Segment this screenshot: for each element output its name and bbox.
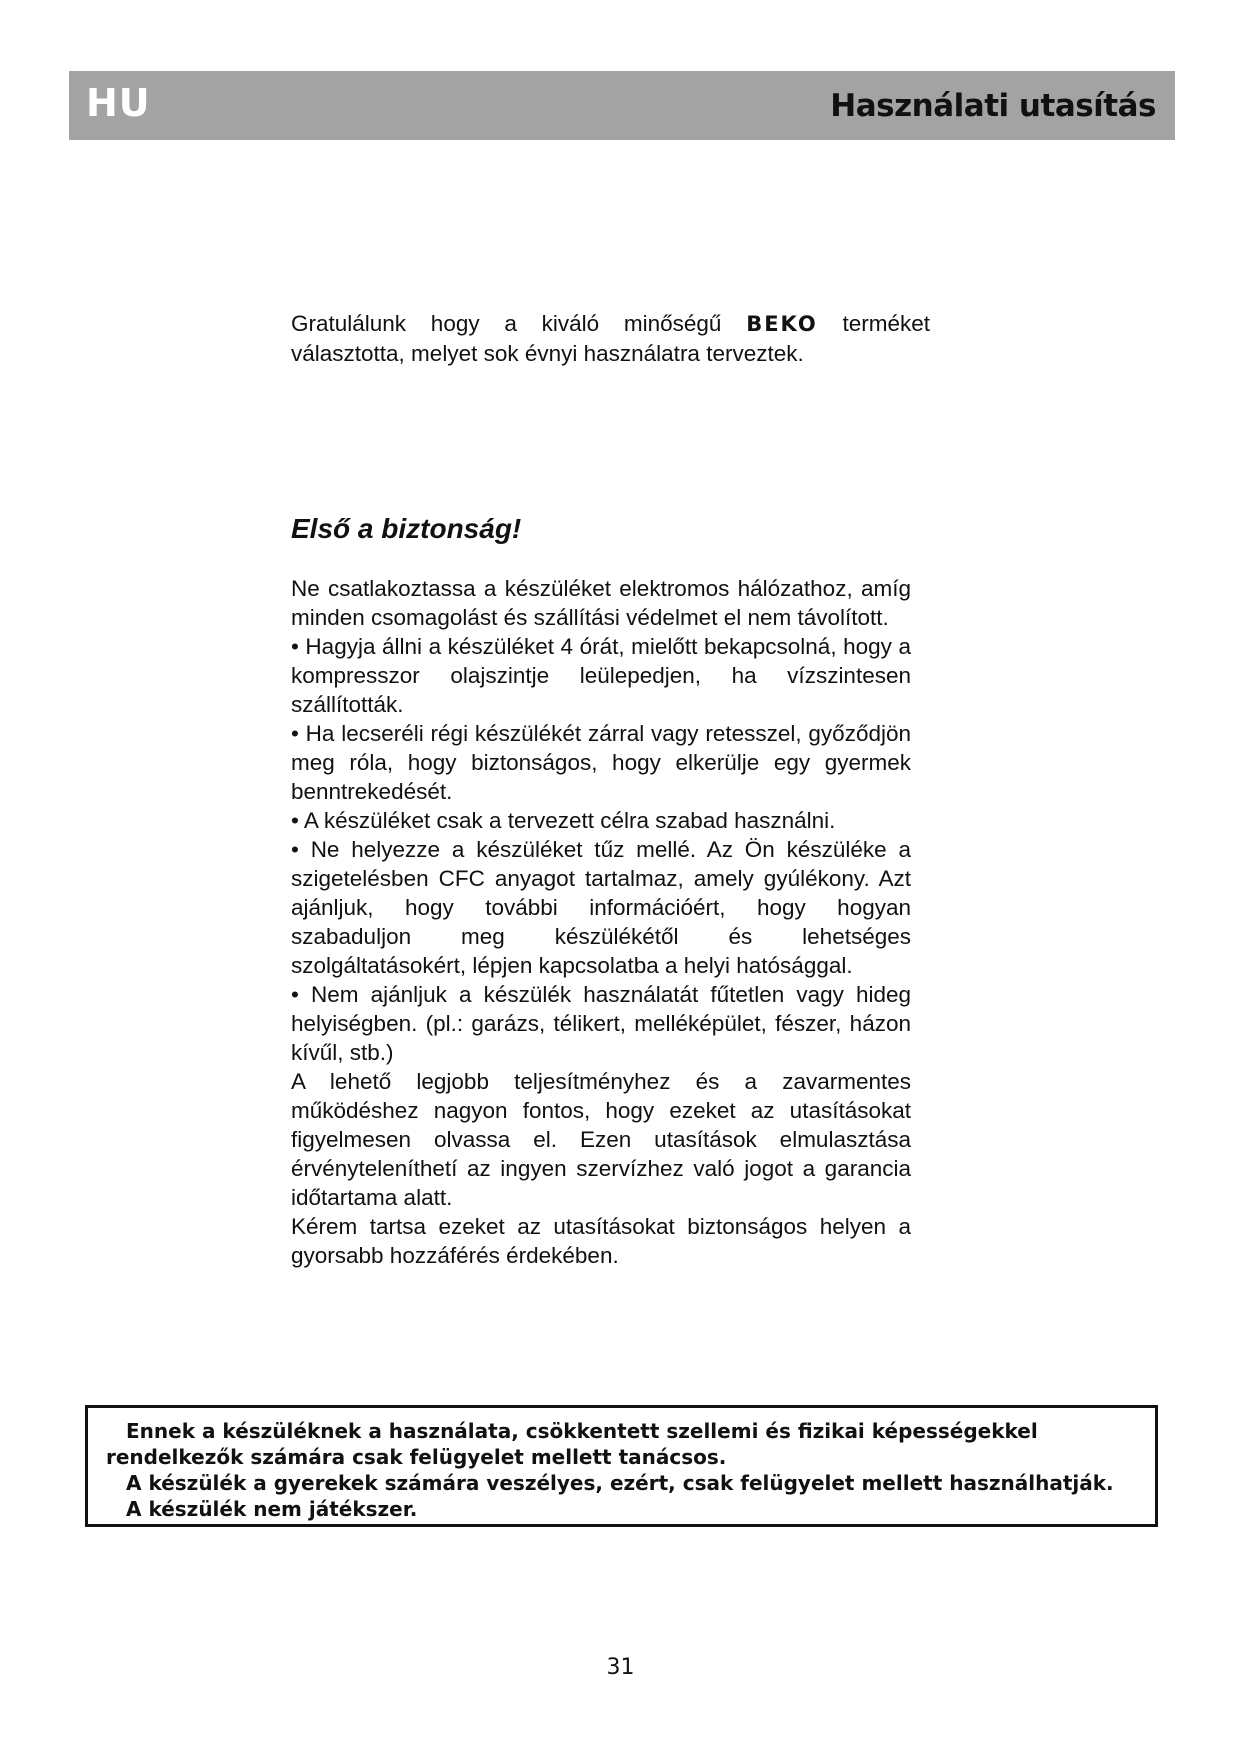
- warning-line: Ennek a készüléknek a használata, csökkentett szellemi és fizikai képességekkel rendelkezők számára csak felügyelet mellett tanácsos.: [106, 1419, 1038, 1469]
- safety-paragraph: A lehető legjobb teljesítményhez és a zavarmentes működéshez nagyon fontos, hogy ezeket az utasításokat figyelmesen olvassa el. Ezen utasítások elmulasztása érvényteleníthetí az ingyen szervízhez való jogot a garancia időtartama alatt.: [291, 1069, 911, 1210]
- safety-paragraph: Kérem tartsa ezeket az utasításokat biztonságos helyen a gyorsabb hozzáférés érdekében.: [291, 1214, 911, 1268]
- safety-bullet: • Nem ajánljuk a készülék használatát fűtetlen vagy hideg helyiségben. (pl.: garázs, télikert, melléképület, fészer, házon kívűl, stb.): [291, 982, 911, 1065]
- brand-name: BEKO: [746, 312, 818, 336]
- header-bar: [69, 71, 1175, 140]
- safety-paragraph: Ne csatlakoztassa a készüléket elektromos hálózathoz, amíg minden csomagolást és szállítási védelmet el nem távolított.: [291, 576, 911, 630]
- warning-box: [85, 1405, 1158, 1527]
- safety-bullet: • A készüléket csak a tervezett célra szabad használni.: [291, 808, 836, 833]
- document-title: Használati utasítás: [830, 88, 1156, 124]
- safety-heading: Első a biztonság!: [291, 513, 522, 544]
- language-code: HU: [86, 81, 151, 125]
- safety-bullet: • Hagyja állni a készüléket 4 órát, mielőtt bekapcsolná, hogy a kompresszor olajszintje leülepedjen, ha vízszintesen szállították.: [291, 634, 911, 717]
- safety-bullet: • Ne helyezze a készüléket tűz mellé. Az Ön készüléke a szigetelésben CFC anyagot tartalmaz, amely gyúlékony. Azt ajánljuk, hogy további információért, hogy hogyan szabaduljon meg készülékétől és lehetséges szolgáltatásokért, lépjen kapcsolatba a helyi hatósággal.: [291, 837, 911, 978]
- page-number: 31: [606, 1655, 635, 1680]
- safety-instructions: [291, 574, 911, 1270]
- safety-bullet: • Ha lecseréli régi készülékét zárral vagy retesszel, győződjön meg róla, hogy biztonságos, hogy elkerülje egy gyermek benntrekedését.: [291, 721, 911, 804]
- intro-text-end: terméket választotta, melyet sok évnyi használatra terveztek.: [291, 311, 931, 366]
- warning-line: A készülék a gyerekek számára veszélyes, ezért, csak felügyelet mellett használhatják.: [126, 1471, 1114, 1495]
- intro-text-start: Gratulálunk hogy a kiváló minőségű: [291, 311, 747, 336]
- intro-paragraph: [291, 309, 930, 368]
- warning-line: A készülék nem játékszer.: [126, 1497, 418, 1521]
